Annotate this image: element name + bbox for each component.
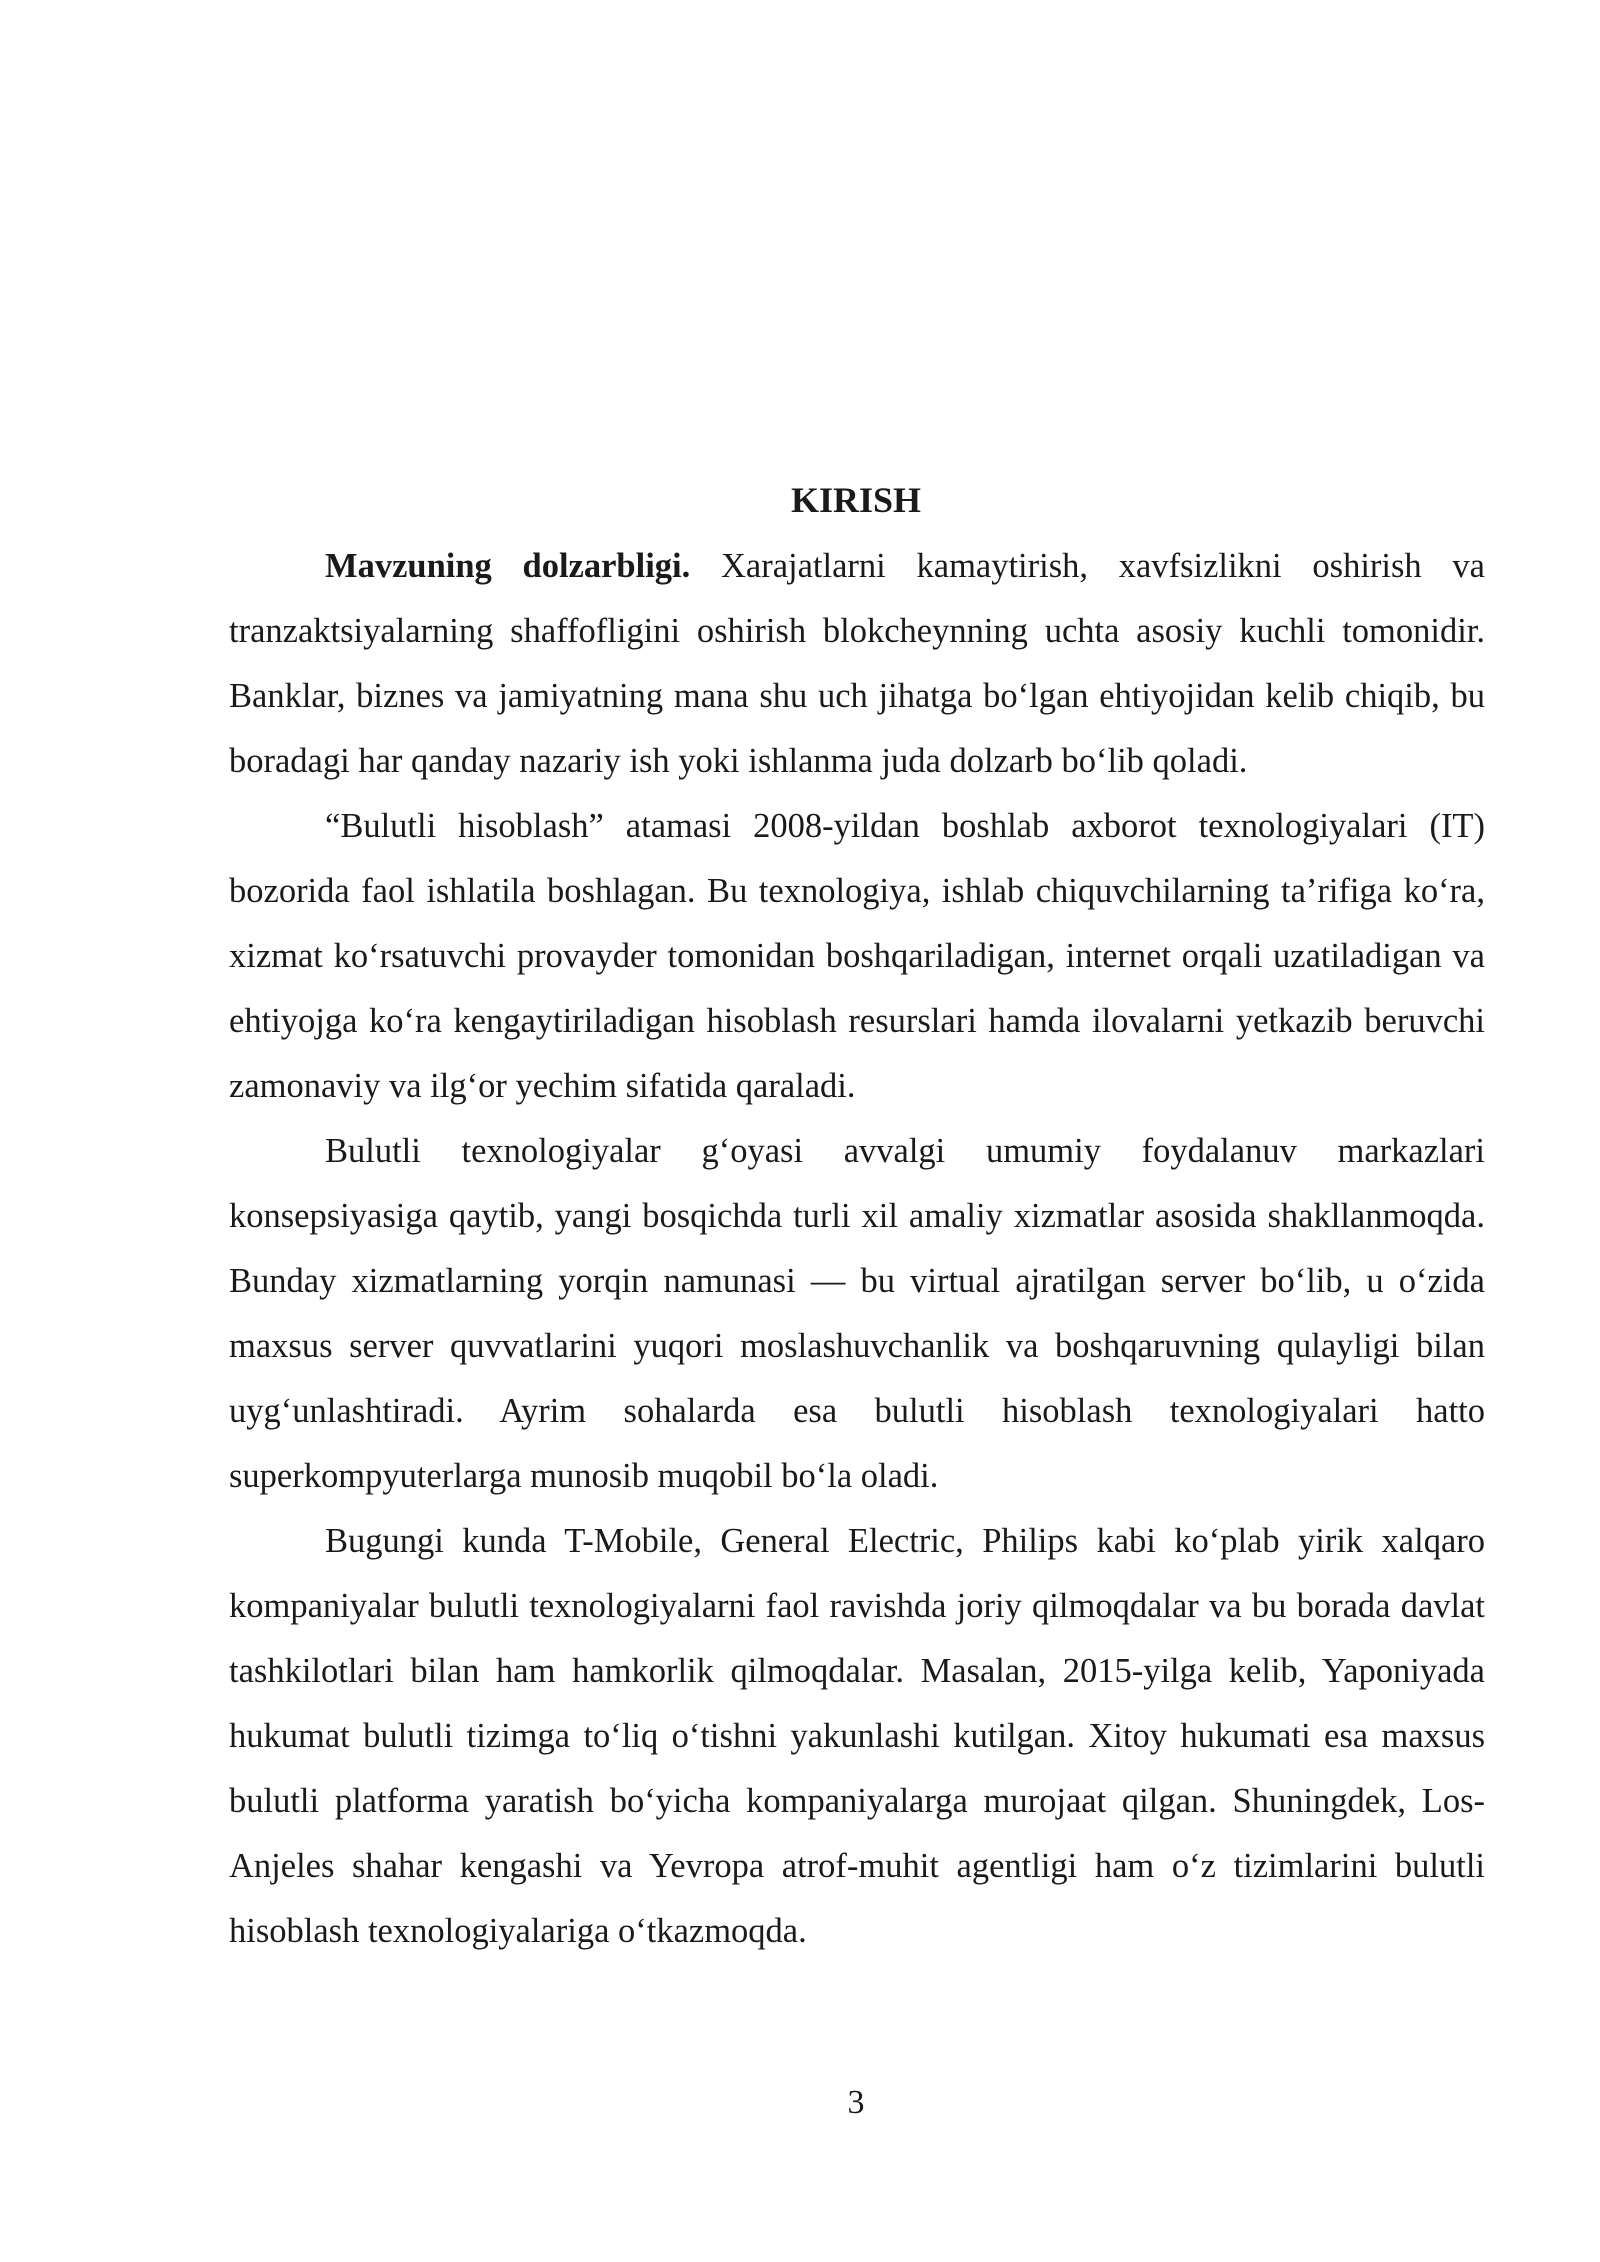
document-body: [229, 534, 1485, 1964]
paragraph-cloud-technologies-idea: Bulutli texnologiyalar g‘oyasi avvalgi umumiy foydalanuv markazlari konsepsiyasiga qaytib, yangi bosqichda turli xil amaliy xizmatlar asosida shakllanmoqda. Bunday xizmatlarning yorqin namunasi — bu virtual ajratilgan server bo‘lib, u o‘zida maxsus server quvvatlarini yuqori moslashuvchanlik va boshqaruvning qulayligi bilan uyg‘unlashtiradi. Ayrim sohalarda esa bulutli hisoblash texnologiyalari hatto superkompyuterlarga munosib muqobil bo‘la oladi.: [229, 1132, 1485, 1495]
paragraph-lead: Mavzuning dolzarbligi.: [325, 547, 691, 585]
paragraph-companies-adoption: Bugungi kunda T-Mobile, General Electric, Philips kabi ko‘plab yirik xalqaro kompaniyalar bulutli texnologiyalarni faol ravishda joriy qilmoqdalar va bu borada davlat tashkilotlari bilan ham hamkorlik qilmoqdalar. Masalan, 2015-yilga kelib, Yaponiyada hukumat bulutli tizimga to‘liq o‘tishni yakunlashi kutilgan. Xitoy hukumati esa maxsus bulutli platforma yaratish bo‘yicha kompaniyalarga murojaat qilgan. Shuningdek, Los-Anjeles shahar kengashi va Yevropa atrof-muhit agentligi ham o‘z tizimlarini bulutli hisoblash texnologiyalariga o‘tkazmoqda.: [229, 1522, 1485, 1950]
page-title: KIRISH: [790, 480, 922, 520]
paragraph-relevance: [229, 534, 1485, 794]
paragraph-text: Xarajatlarni kamaytirish, xavfsizlikni oshirish va tranzaktsiyalarning shaffofligini oshirish blokcheynning uchta asosiy kuchli tomonidir. Banklar, biznes va jamiyatning mana shu uch jihatga bo‘lgan ehtiyojidan kelib chiqib, bu boradagi har qanday nazariy ish yoki ishlanma juda dolzarb bo‘lib qoladi.: [229, 547, 1485, 780]
paragraph-cloud-computing-term: “Bulutli hisoblash” atamasi 2008-yildan boshlab axborot texnologiyalari (IT) bozorida faol ishlatila boshlagan. Bu texnologiya, ishlab chiquvchilarning ta’rifiga ko‘ra, xizmat ko‘rsatuvchi provayder tomonidan boshqariladigan, internet orqali uzatiladigan va ehtiyojga ko‘ra kengaytiriladigan hisoblash resurslari hamda ilovalarni yetkazib beruvchi zamonaviy va ilg‘or yechim sifatida qaraladi.: [229, 807, 1485, 1105]
page-number: 3: [847, 2084, 865, 2121]
